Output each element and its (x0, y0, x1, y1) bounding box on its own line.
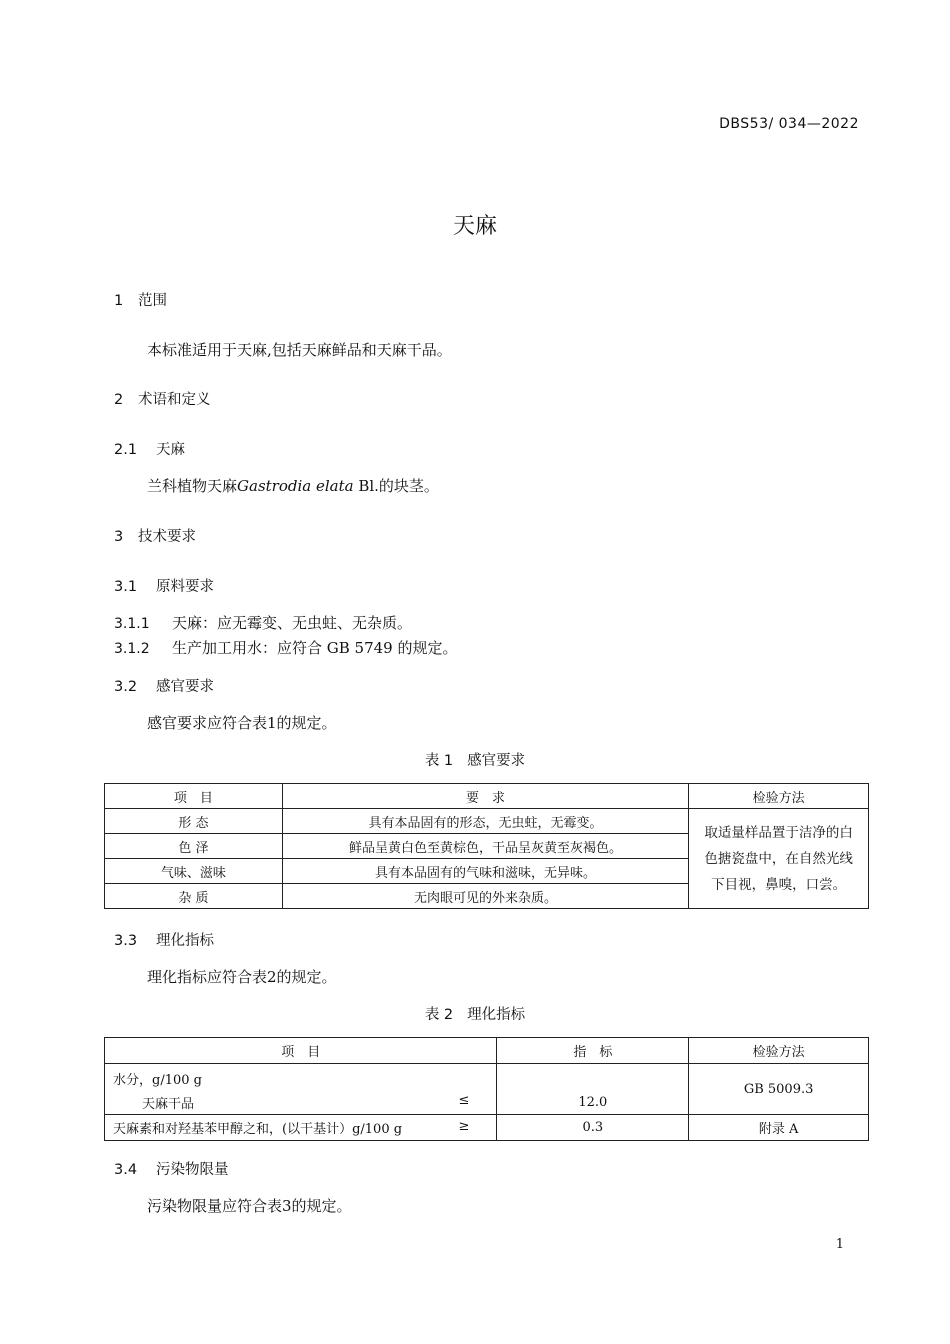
physicochemical-table (104, 1037, 869, 1141)
table-header-row (105, 1038, 869, 1064)
section-number: 3.3 (114, 933, 138, 949)
section-3-2-heading (114, 675, 214, 696)
section-number: 2 (114, 392, 124, 408)
row-item (105, 1115, 497, 1141)
header-item: 项 目 (105, 1038, 497, 1064)
table-2-caption (0, 1003, 950, 1024)
item-text: 生产加工用水：应符合 GB 5749 的规定。 (172, 639, 458, 657)
row-item: 气味、滋味 (105, 859, 283, 884)
section-3-4-heading (114, 1158, 229, 1179)
table-header-row (105, 784, 869, 809)
table-1-caption (0, 749, 950, 770)
header-method: 检验方法 (689, 784, 869, 809)
section-title: 天麻 (156, 442, 185, 458)
item-label: 天麻素和对羟基苯甲醇之和，(以干基计）g/100 g (113, 1122, 403, 1137)
row-requirement: 具有本品固有的气味和滋味，无异味。 (282, 859, 688, 884)
section-3-1-heading (114, 575, 214, 596)
table-row (105, 1064, 869, 1115)
sensory-requirements-table (104, 783, 869, 909)
section-3-3-heading (114, 929, 214, 950)
section-number: 3.2 (114, 679, 138, 695)
row-item: 杂 质 (105, 884, 283, 909)
table-row (105, 1115, 869, 1141)
item-label: 水分，g/100 g (113, 1073, 202, 1088)
section-2-1-heading (114, 438, 185, 459)
item-text: 天麻：应无霉变、无虫蛀、无杂质。 (172, 614, 413, 632)
section-2-heading (114, 388, 211, 409)
table-number: 表 1 (424, 753, 454, 769)
section-3-3-body: 理化指标应符合表2的规定。 (147, 968, 337, 986)
section-3-2-body: 感官要求应符合表1的规定。 (147, 714, 337, 732)
section-number: 2.1 (114, 442, 138, 458)
document-number: DBS53/ 034—2022 (719, 116, 859, 132)
section-1-body: 本标准适用于天麻,包括天麻鲜品和天麻干品。 (147, 341, 452, 359)
header-index: 指 标 (497, 1038, 689, 1064)
row-requirement: 无肉眼可见的外来杂质。 (282, 884, 688, 909)
section-number: 1 (114, 293, 124, 309)
method-line: 色搪瓷盘中，在自然光线 (704, 850, 853, 867)
section-number: 3.1 (114, 579, 138, 595)
page-title: 天麻 (452, 214, 497, 239)
row-requirement: 鲜品呈黄白色至黄棕色，干品呈灰黄至灰褐色。 (282, 834, 688, 859)
item-number: 3.1.1 (114, 616, 150, 632)
header-item: 项 目 (105, 784, 283, 809)
definition-suffix: Bl.的块茎。 (353, 477, 439, 495)
comparison-symbol: ≥ (458, 1119, 470, 1134)
row-method: GB 5009.3 (689, 1064, 869, 1115)
section-title: 原料要求 (156, 579, 214, 595)
item-3-1-1 (114, 612, 412, 633)
section-3-heading (114, 525, 196, 546)
table-title: 感官要求 (467, 753, 526, 769)
row-value: 0.3 (497, 1115, 689, 1141)
definition-prefix: 兰科植物天麻 (147, 477, 238, 495)
table-number: 表 2 (424, 1007, 454, 1023)
row-requirement: 具有本品固有的形态，无虫蛀，无霉变。 (282, 809, 688, 834)
section-title: 范围 (138, 293, 167, 309)
table-title: 理化指标 (467, 1007, 526, 1023)
section-title: 技术要求 (138, 529, 196, 545)
row-value: 12.0 (497, 1064, 689, 1115)
section-number: 3.4 (114, 1162, 138, 1178)
method-line: 取适量样品置于洁净的白 (704, 824, 853, 841)
section-3-4-body: 污染物限量应符合表3的规定。 (147, 1197, 352, 1215)
header-method: 检验方法 (689, 1038, 869, 1064)
method-line: 下目视，鼻嗅，口尝。 (711, 876, 847, 893)
latin-name: Gastrodia elata (237, 477, 354, 495)
section-title: 术语和定义 (138, 392, 211, 408)
comparison-symbol: ≤ (458, 1093, 470, 1108)
page-number: 1 (835, 1237, 844, 1252)
section-title: 污染物限量 (156, 1162, 229, 1178)
item-number: 3.1.2 (114, 641, 150, 657)
row-item (105, 1064, 497, 1115)
section-title: 理化指标 (156, 933, 214, 949)
method-cell (689, 809, 869, 909)
row-item: 形 态 (105, 809, 283, 834)
section-number: 3 (114, 529, 124, 545)
section-2-1-body (147, 475, 439, 496)
row-method: 附录 A (689, 1115, 869, 1141)
item-3-1-2 (114, 637, 458, 658)
item-sub-label: 天麻干品 (142, 1097, 195, 1112)
table-row (105, 809, 869, 834)
section-title: 感官要求 (156, 679, 214, 695)
header-requirement: 要 求 (282, 784, 688, 809)
section-1-heading (114, 289, 167, 310)
row-item: 色 泽 (105, 834, 283, 859)
